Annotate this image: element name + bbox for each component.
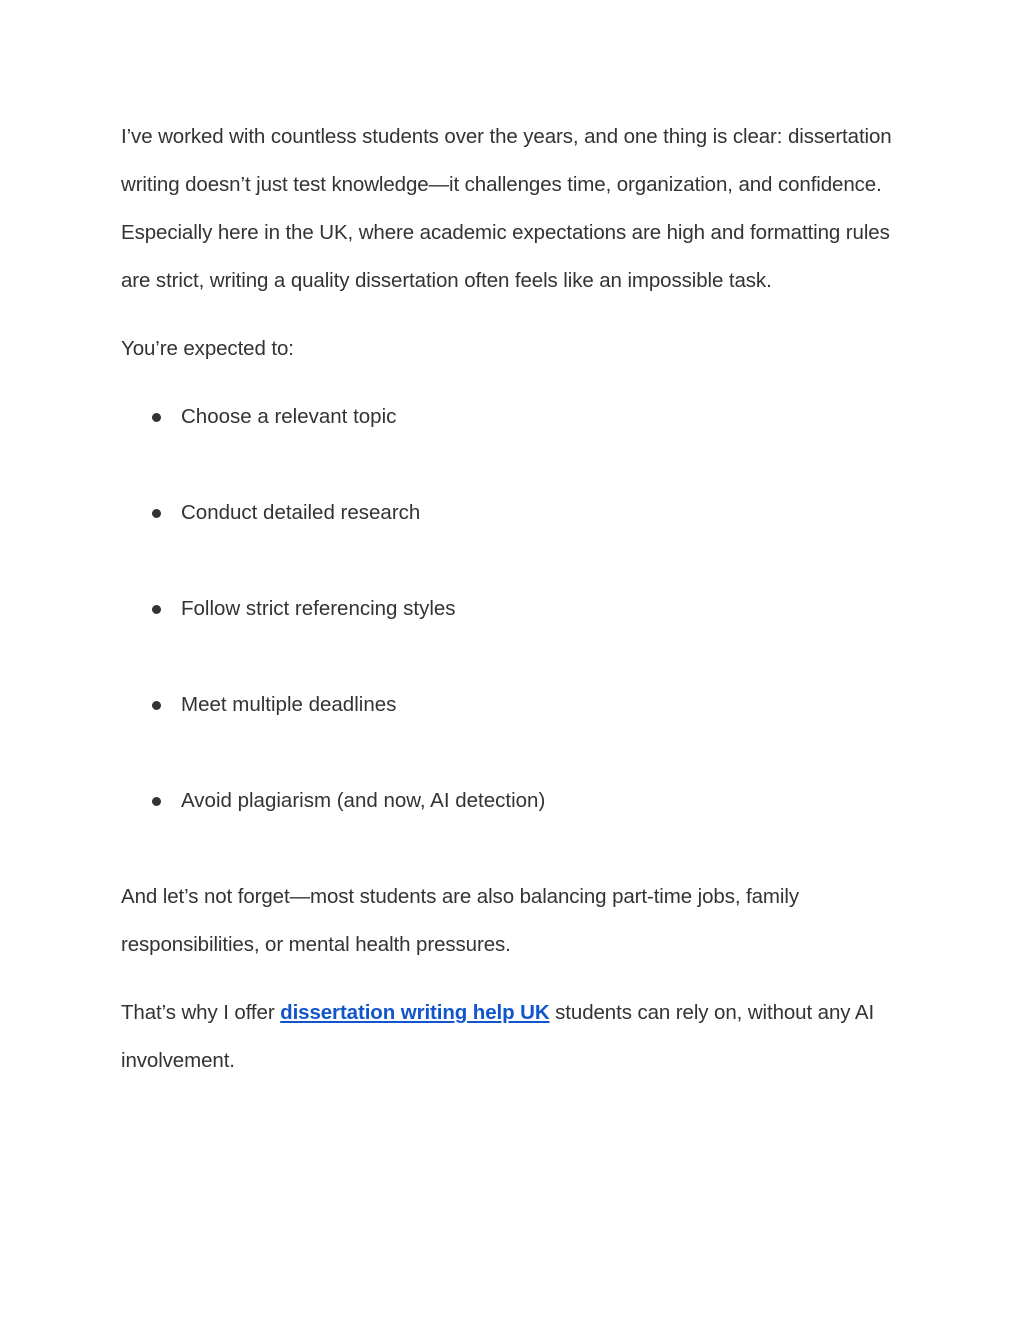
balancing-paragraph: And let’s not forget—most students are also balancing part-time jobs, family responsibilities, or mental health pressures.: [121, 885, 799, 956]
bullet-dot-icon: [152, 701, 161, 710]
closing-paragraph: [121, 989, 911, 1085]
list-item-text: Follow strict referencing styles: [181, 597, 456, 620]
bullet-dot-icon: [152, 509, 161, 518]
list-item: [121, 777, 911, 825]
intro-paragraph: I’ve worked with countless students over the years, and one thing is clear: dissertation writing doesn’t just test knowledge—it challenges time, organization, and confidence. Especially here in the UK, where academic expectations are high and formatting rules are strict, writing a quality dissertation often feels like an impossible task.: [121, 125, 892, 292]
bullet-dot-icon: [152, 605, 161, 614]
closing-text-after: students can rely on, without any AI involvement.: [121, 1001, 875, 1072]
list-item: [121, 681, 911, 729]
list-item-text: Conduct detailed research: [181, 501, 421, 524]
list-item-text: Meet multiple deadlines: [181, 693, 397, 716]
dissertation-help-link[interactable]: dissertation writing help UK: [280, 1001, 550, 1024]
list-item: [121, 489, 911, 537]
bullet-dot-icon: [152, 797, 161, 806]
list-item: [121, 585, 911, 633]
document-page: [121, 113, 911, 1085]
list-item-text: Choose a relevant topic: [181, 405, 397, 428]
bullet-dot-icon: [152, 413, 161, 422]
expected-label: You’re expected to:: [121, 337, 294, 360]
list-item: [121, 393, 911, 441]
list-item-text: Avoid plagiarism (and now, AI detection): [181, 789, 546, 812]
closing-text-before: That’s why I offer: [121, 1001, 281, 1024]
expectations-list: [121, 393, 911, 825]
